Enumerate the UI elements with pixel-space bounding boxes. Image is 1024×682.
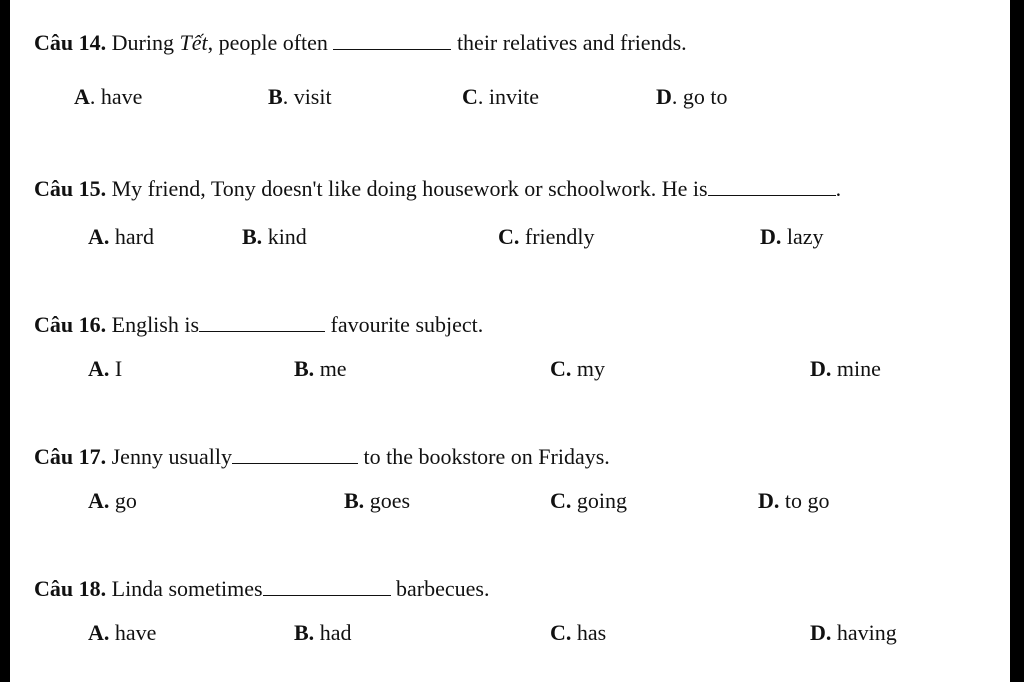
option-text: having <box>831 620 897 645</box>
question-number: Câu 16. <box>34 312 107 337</box>
option-text: . invite <box>477 84 539 109</box>
option-d <box>760 224 824 250</box>
option-letter: D <box>656 84 672 109</box>
option-letter: A <box>74 84 90 109</box>
option-letter: B. <box>242 224 263 249</box>
option-text: going <box>571 488 628 513</box>
option-d <box>810 620 897 646</box>
option-letter: B. <box>294 356 315 381</box>
question-text-after: . <box>835 176 842 201</box>
option-letter: B <box>268 84 283 109</box>
option-text: have <box>109 620 157 645</box>
option-letter: D. <box>760 224 782 249</box>
option-letter: A. <box>88 620 110 645</box>
option-text: to go <box>779 488 830 513</box>
option-letter: C <box>462 84 478 109</box>
option-letter: C. <box>550 620 572 645</box>
question-text-after: to the bookstore on Fridays. <box>363 444 610 469</box>
option-text: me <box>314 356 347 381</box>
option-text: go <box>109 488 137 513</box>
option-d <box>758 488 830 514</box>
option-text: my <box>571 356 606 381</box>
option-d <box>810 356 881 382</box>
question-number: Câu 14. <box>34 30 107 55</box>
option-c <box>550 620 606 646</box>
question-number: Câu 15. <box>34 176 107 201</box>
option-text: friendly <box>519 224 595 249</box>
question-text-after: their relatives and friends. <box>456 30 687 55</box>
option-text: . go to <box>671 84 728 109</box>
question-text-before: My friend, Tony doesn't like doing housework or schoolwork. He is <box>111 176 708 201</box>
option-text: goes <box>364 488 411 513</box>
option-a <box>88 488 137 514</box>
option-d <box>656 84 728 110</box>
question-number: Câu 17. <box>34 444 107 469</box>
question-14 <box>34 30 687 56</box>
option-c <box>498 224 595 250</box>
question-text-after: barbecues. <box>396 576 490 601</box>
option-letter: C. <box>498 224 520 249</box>
option-a <box>74 84 142 110</box>
question-number: Câu 18. <box>34 576 107 601</box>
option-text: mine <box>831 356 881 381</box>
answer-blank <box>333 31 451 50</box>
option-letter: A. <box>88 488 110 513</box>
option-a <box>88 620 156 646</box>
worksheet-page <box>10 0 1010 682</box>
option-b <box>242 224 307 250</box>
option-letter: D. <box>810 620 832 645</box>
option-b <box>294 356 347 382</box>
option-letter: B. <box>294 620 315 645</box>
option-b <box>294 620 351 646</box>
option-c <box>462 84 539 110</box>
question-text-before: Linda sometimes <box>111 576 263 601</box>
question-text-after: favourite subject. <box>330 312 484 337</box>
option-c <box>550 488 627 514</box>
option-text: has <box>571 620 607 645</box>
option-text: lazy <box>781 224 824 249</box>
option-letter: B. <box>344 488 365 513</box>
question-text-before: During <box>111 30 180 55</box>
option-text: . visit <box>282 84 332 109</box>
option-letter: D. <box>810 356 832 381</box>
option-letter: C. <box>550 488 572 513</box>
answer-blank <box>232 445 358 464</box>
question-16 <box>34 312 483 338</box>
option-letter: C. <box>550 356 572 381</box>
option-a <box>88 356 122 382</box>
question-18 <box>34 576 490 602</box>
option-a <box>88 224 154 250</box>
option-text: kind <box>262 224 307 249</box>
answer-blank <box>199 313 325 332</box>
question-text-before-2: , people often <box>207 30 334 55</box>
option-c <box>550 356 605 382</box>
option-letter: A. <box>88 356 110 381</box>
option-b <box>268 84 332 110</box>
option-letter: A. <box>88 224 110 249</box>
question-17 <box>34 444 610 470</box>
option-b <box>344 488 410 514</box>
answer-blank <box>263 577 391 596</box>
option-text: . have <box>89 84 143 109</box>
option-text: I <box>109 356 123 381</box>
question-text-before: Jenny usually <box>111 444 233 469</box>
question-15 <box>34 176 841 202</box>
question-italic-word: Tết <box>179 30 208 55</box>
question-text-before: English is <box>111 312 200 337</box>
option-text: hard <box>109 224 154 249</box>
option-text: had <box>314 620 352 645</box>
answer-blank <box>708 177 836 196</box>
option-letter: D. <box>758 488 780 513</box>
